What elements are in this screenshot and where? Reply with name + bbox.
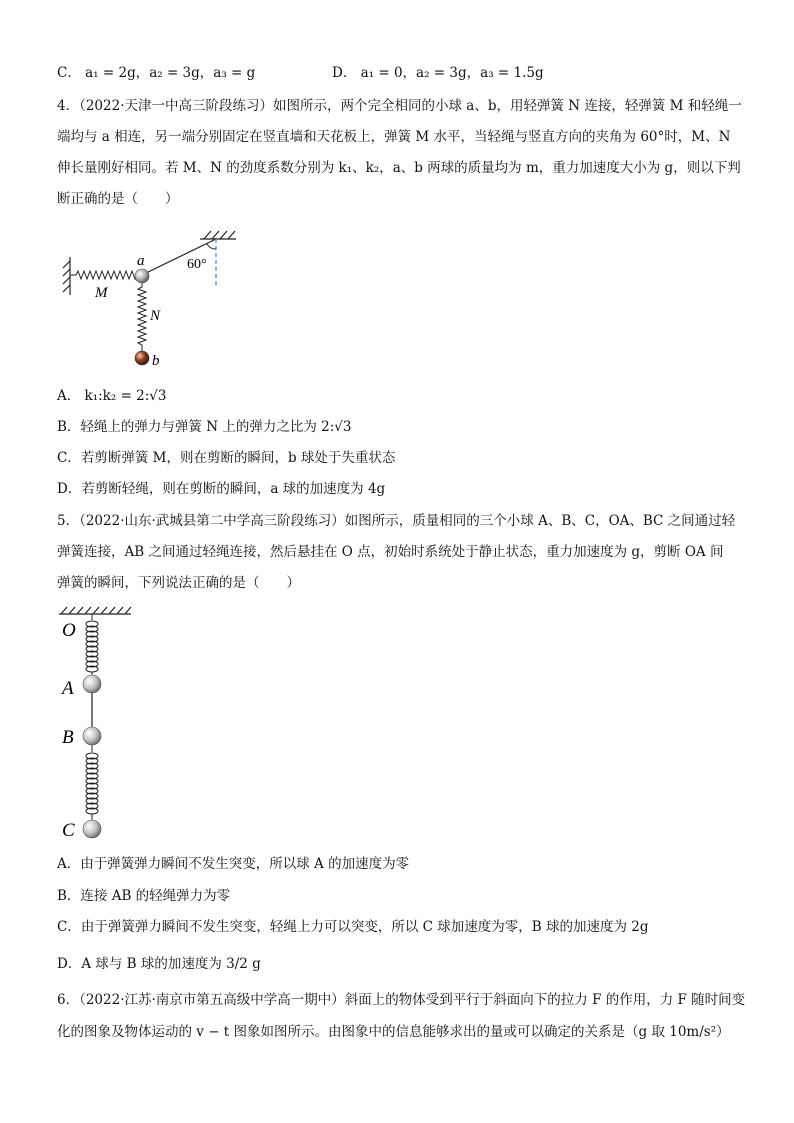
ball-a [135,269,149,283]
q3-option-d: D． a₁ = 0，a₂ = 3g，a₃ = 1.5g [332,65,544,81]
q5-figure [55,602,145,842]
q6-stem-line-2: 化的图象及物体运动的 v − t 图象如图所示。由图象中的信息能够求出的量或可以确定的关系是（g 取 10m/s²） [57,1024,730,1040]
label-o: O [62,620,76,641]
q4-option-c: C．若剪断弹簧 M，则在剪断的瞬间，b 球处于失重状态 [57,450,396,466]
q4-stem-line-3: 伸长量刚好相同。若 M、N 的劲度系数分别为 k₁、k₂，a、b 两球的质量均为 m，重力加速度大小为 g，则以下判 [57,160,741,176]
label-a: A [62,678,74,699]
ball-b [83,727,101,745]
label-n: N [150,308,161,324]
q3-option-c: C． a₁ = 2g，a₂ = 3g，a₃ = g [57,65,256,81]
spring-n [138,282,146,351]
ball-a [83,675,101,693]
wall-hatch [63,257,70,295]
spring-bc [86,745,98,820]
q4-stem-line-4: 断正确的是（ ） [57,191,179,207]
ceiling-hatch [200,231,236,239]
q5-stem-line-1: 5．（2022·山东·武城县第二中学高三阶段练习）如图所示，质量相同的三个小球 A、B、C，OA、BC 之间通过轻 [57,513,736,529]
label-b: b [152,353,160,369]
ball-b [135,351,149,365]
q5-stem-line-2: 弹簧连接，AB 之间通过轻绳连接，然后悬挂在 O 点，初始时系统处于静止状态，重力加速度为 g，剪断 OA 间 [57,544,724,560]
q4-stem-line-1: 4．（2022·天津一中高三阶段练习）如图所示，两个完全相同的小球 a、b，用轻弹簧 N 连接，轻弹簧 M 和轻绳一 [57,98,742,114]
q5-option-c: C．由于弹簧弹力瞬间不发生突变，轻绳上力可以突变，所以 C 球加速度为零，B 球的加速度为 2g [57,919,649,935]
q4-option-d: D．若剪断轻绳，则在剪断的瞬间，a 球的加速度为 4g [57,481,386,497]
q4-stem-line-2: 端均与 a 相连，另一端分别固定在竖直墙和天花板上，弹簧 M 水平，当轻绳与竖直方向的夹角为 60°时，M、N [57,129,731,145]
q5-option-b: B．连接 AB 的轻绳弹力为零 [57,888,231,904]
angle-arc [207,244,216,249]
q4-option-a: A． k₁:k₂ = 2:√3 [57,388,167,404]
label-b: B [62,727,74,748]
label-m: M [95,285,108,301]
q5-stem-line-3: 弹簧的瞬间，下列说法正确的是（ ） [57,575,300,591]
q5-option-d: D．A 球与 B 球的加速度为 3/2 g [57,956,261,972]
spring-oa [86,614,98,676]
q4-option-b: B．轻绳上的弹力与弹簧 N 上的弹力之比为 2:√3 [57,419,352,435]
label-a: a [137,253,145,269]
spring-m [70,271,140,279]
angle-label: 60° [187,257,207,272]
q6-stem-line-1: 6．（2022·江苏·南京市第五高级中学高一期中）斜面上的物体受到平行于斜面向下的拉力 F 的作用，力 F 随时间变 [57,992,746,1008]
ceiling-hatch [59,607,131,614]
label-c: C [62,820,75,841]
q5-option-a: A．由于弹簧弹力瞬间不发生突变，所以球 A 的加速度为零 [57,856,410,872]
ball-c [83,820,101,838]
q4-figure [60,225,250,375]
